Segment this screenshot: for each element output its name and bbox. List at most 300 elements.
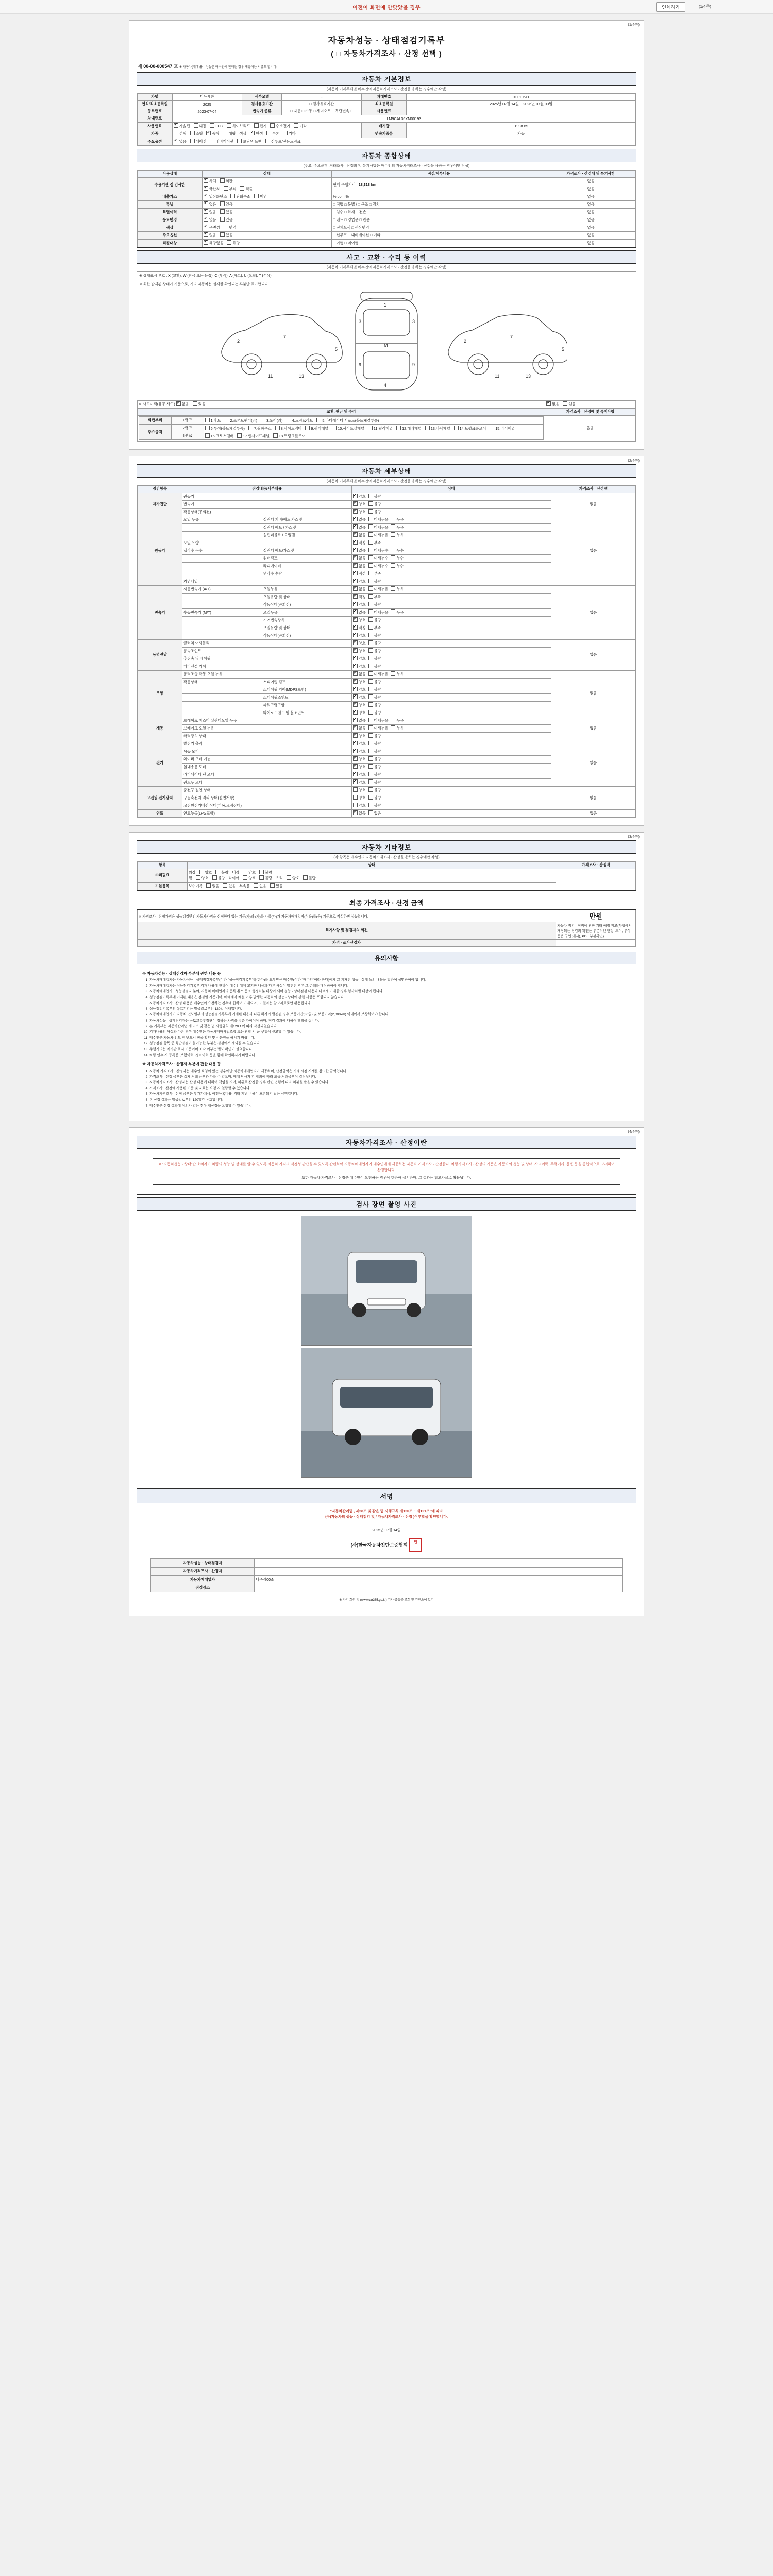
sign-row-value-1[interactable] [255,1567,623,1575]
etc-0-4-ng[interactable]: 불량 [303,875,316,881]
checkbox-icon[interactable] [353,694,358,699]
detail-opt-6-4-0[interactable] [353,772,366,777]
checkbox-icon[interactable] [353,702,358,707]
checkbox-icon[interactable] [353,532,358,537]
detail-opt-1-5-2[interactable] [391,555,404,561]
colorchange-yes[interactable]: 변경 [224,225,237,230]
detail-opt-4-1-1[interactable] [368,679,381,685]
checkbox-icon[interactable] [368,617,373,622]
detail-opt-2-4-0[interactable] [353,617,366,623]
detail-item-sub: 냉각수 수량 [262,570,351,578]
overall-opt-0b-2[interactable]: 적출 [240,186,253,192]
tuning-yes[interactable]: 있음 [220,201,233,207]
detail-opt-2-5-0[interactable] [353,625,366,631]
checkbox-icon[interactable] [353,749,358,753]
color-opt-1[interactable]: 투톤 [266,131,279,137]
checkbox-icon[interactable] [353,718,358,722]
overall-state-6 [202,224,331,231]
checkbox-icon[interactable] [368,810,373,815]
detail-opt-1-2-2[interactable] [391,532,404,538]
detail-opt-1-6-2[interactable] [391,563,404,569]
checkbox-icon[interactable] [353,787,358,792]
checkbox-icon[interactable] [391,524,395,529]
checkbox-icon[interactable] [368,501,373,506]
detail-opt-2-2-1[interactable] [368,602,381,607]
acc-item-1-5[interactable]: 11.필러패널 [368,426,393,431]
checkbox-icon[interactable] [368,718,373,722]
table-row [138,122,636,130]
vtype-opt-1[interactable]: 소형 [190,131,203,137]
checkbox-icon[interactable] [353,494,358,498]
emission-smoke[interactable]: 매연 [254,194,267,199]
detail-opt-2-2-0[interactable] [353,602,366,607]
accident-none[interactable]: ✔ 없음 [176,401,189,407]
checkbox-icon[interactable] [353,656,358,660]
section-overall-state [137,149,636,248]
detail-opt-7-2-1[interactable] [368,803,381,808]
detail-opt-4-4-1[interactable] [368,702,381,708]
acc-item-1-1[interactable]: 7.휠하우스 [248,426,272,431]
detail-opt-1-7-1[interactable] [368,571,381,577]
vtype-opt-2[interactable]: ✔ 중형 [206,131,219,137]
detail-opt-1-6-0[interactable] [353,563,366,569]
detail-opt-3-2-0[interactable] [353,656,366,662]
opt-1[interactable]: 에어컨 [190,139,207,144]
detail-opt-3-1-1[interactable] [368,648,381,654]
checkbox-icon[interactable] [368,664,373,668]
acc-item-2-1[interactable]: 17.인사이드패널 [237,433,270,439]
color-opt-0[interactable]: ✔ 원색 [250,131,263,137]
detail-opt-1-2-0[interactable] [353,532,366,538]
checkbox-icon[interactable] [391,586,395,591]
checkbox-icon[interactable] [353,687,358,691]
detail-opt-3-1-0[interactable] [353,648,366,654]
detail-opt-6-1-0[interactable] [353,749,366,754]
overall-opt-0b-0[interactable]: ✔국산차 [204,186,220,192]
opt-2[interactable]: 내비게이션 [210,139,233,144]
acc-item-2-0[interactable]: 16.크로스멤버 [205,433,234,439]
detail-opt-8-0-0[interactable] [353,810,366,816]
detail-opt-1-5-0[interactable] [353,555,366,561]
detail-opt-4-4-0[interactable] [353,702,366,708]
checkbox-icon[interactable] [353,594,358,599]
fuel-opt-6[interactable]: 기타 [294,123,307,129]
option-label: 주요옵션 [138,138,173,145]
fuel-opt-1[interactable]: 디젤 [194,123,207,129]
etc-0-3-ng[interactable]: 불량 [259,875,272,881]
detail-opt-4-1-0[interactable] [353,679,366,685]
checkbox-icon[interactable] [353,548,358,552]
checkbox-icon[interactable] [368,671,373,676]
detail-opt-label: 양호 [358,710,366,715]
detail-opt-5-0-0[interactable] [353,718,366,723]
detail-opt-6-3-0[interactable] [353,764,366,770]
detail-item-options [351,655,551,663]
detail-opt-2-6-1[interactable] [368,633,381,638]
detail-opt-1-7-0[interactable] [353,571,366,577]
emission-hc[interactable]: 탄화수소 [230,194,250,199]
fuel-opt-0[interactable]: ✔ 가솔린 [174,123,190,129]
recall-yes[interactable]: 해당 [227,240,240,246]
checkbox-icon[interactable] [368,749,373,753]
checkbox-icon[interactable] [368,764,373,769]
overall-title: 자동차 종합상태 [137,149,636,162]
checkbox-icon[interactable] [391,563,395,568]
detail-opt-5-2-0[interactable] [353,733,366,739]
detail-opt-6-0-0[interactable] [353,741,366,747]
detail-opt-5-0-1[interactable] [368,718,389,723]
checkbox-icon[interactable] [353,517,358,521]
detail-opt-1-1-1[interactable] [368,524,389,530]
history-yes[interactable]: 있음 [220,209,233,215]
detail-item-options [351,639,551,647]
detail-opt-1-0-1[interactable] [368,517,389,522]
acc-item-0-2[interactable]: 3.도어(좌) [261,418,283,423]
checkbox-icon[interactable] [391,548,395,552]
print-button[interactable]: 인쇄하기 [656,2,685,12]
detail-item-name [182,624,262,632]
etc-1-0-no[interactable]: 없음 [206,883,219,889]
transmission-label: 변속기종류 [362,130,407,138]
color-opt-2[interactable]: 기타 [283,131,296,137]
accident-yes[interactable]: 있음 [193,401,206,407]
detail-opt-1-4-0[interactable] [353,548,366,553]
checkbox-icon[interactable] [368,787,373,792]
acc-item-1-6[interactable]: 12.대쉬패널 [396,426,422,431]
checkbox-icon[interactable] [368,679,373,684]
detail-opt-0-2-0[interactable] [353,509,366,515]
checkbox-icon[interactable] [353,579,358,583]
detail-opt-4-2-0[interactable] [353,687,366,692]
detail-opt-2-3-2[interactable] [391,609,404,615]
checkbox-icon[interactable] [368,555,373,560]
detail-opt-1-8-0[interactable] [353,579,366,584]
checkbox-icon[interactable] [368,694,373,699]
vtype-opt-0[interactable]: 경형 [174,131,187,137]
tuning-none[interactable]: ✔ 없음 [204,201,216,207]
detail-opt-6-2-0[interactable] [353,756,366,762]
overall-cat-0: 수용기관 점 검사한 [138,177,203,193]
checkbox-icon[interactable] [368,633,373,637]
detail-opt-1-1-2[interactable] [391,524,404,530]
checkbox-icon[interactable] [391,609,395,614]
detail-opt-4-5-0[interactable] [353,710,366,716]
detail-opt-4-0-0[interactable] [353,671,366,677]
detail-opt-1-0-2[interactable] [391,517,404,522]
acc-item-1-4[interactable]: 10.사이드실패널 [332,426,364,431]
detail-category-1: 원동기 [138,516,182,585]
checkbox-icon[interactable] [353,741,358,745]
detail-opt-3-3-1[interactable] [368,664,381,669]
checkbox-icon[interactable] [353,586,358,591]
checkbox-icon[interactable] [368,532,373,537]
detail-opt-label: 미세누유 [374,718,389,723]
detail-opt-3-3-0[interactable] [353,664,366,669]
detail-opt-7-0-0[interactable] [353,787,366,793]
usechange-yes[interactable]: 있음 [220,217,233,223]
checkbox-icon[interactable] [368,571,373,575]
checkbox-icon[interactable] [353,810,358,815]
checkbox-icon[interactable] [353,795,358,800]
emission-co[interactable]: ✔ 일산화탄소 [204,194,227,199]
sign-row-value-2[interactable]: 나주장00소 [255,1575,623,1584]
etc-0-1-ok[interactable]: 양호 [243,870,256,875]
acc-item-0-1[interactable]: 2.프론트펜더(좌) [225,418,257,423]
acc-item-1-3[interactable]: 9.쿼터패널 [305,426,328,431]
detail-opt-2-3-0[interactable] [353,609,366,615]
checkbox-icon[interactable] [368,640,373,645]
detail-item-name: 디퍼렌셜 기어 [182,663,262,670]
detail-opt-6-1-1[interactable] [368,749,381,754]
etc-0-1-ng[interactable]: 불량 [259,870,272,875]
top-toolbar [0,0,773,14]
checkbox-icon[interactable] [353,764,358,769]
checkbox-icon[interactable] [368,594,373,599]
checkbox-icon[interactable] [368,741,373,745]
overall-opt-0-0[interactable]: ✔차체 [204,178,216,184]
detail-opt-6-0-1[interactable] [368,741,381,747]
fuel-opt-2[interactable]: LPG [210,123,223,128]
etc-cat-0: 수리필요 [138,869,188,882]
fuel-opt-5[interactable]: 수소전기 [270,123,290,129]
checkbox-icon[interactable] [353,563,358,568]
acc-item-2-2[interactable]: 18.트렁크플로어 [273,433,306,439]
checkbox-icon[interactable] [353,625,358,630]
etc-0-0-ok[interactable]: 양호 [199,870,212,875]
checkbox-icon[interactable] [353,640,358,645]
detail-opt-4-0-1[interactable] [368,671,389,677]
checkbox-icon[interactable] [368,733,373,738]
detail-opt-4-3-0[interactable] [353,694,366,700]
detail-opt-7-0-1[interactable] [368,787,381,793]
detail-opt-5-0-2[interactable] [391,718,404,723]
checkbox-icon[interactable] [368,579,373,583]
checkbox-icon[interactable] [353,664,358,668]
checkbox-icon[interactable] [353,633,358,637]
svg-text:13: 13 [526,373,531,379]
overall-opt-0b-1[interactable]: 부식 [224,186,237,192]
history-none[interactable]: ✔ 없음 [204,209,216,215]
etc-1-0-yes[interactable]: 있음 [223,883,236,889]
usechange-none[interactable]: ✔ 없음 [204,217,216,223]
acc-item-0-0[interactable]: 1.후드 [205,418,221,423]
detail-opt-2-0-1[interactable] [368,586,389,592]
checkbox-icon[interactable] [368,563,373,568]
checkbox-icon[interactable] [391,671,395,676]
detail-opt-1-3-1[interactable] [368,540,381,546]
checkbox-icon[interactable] [368,656,373,660]
checkbox-icon[interactable] [368,517,373,521]
etc-0-4-ok[interactable]: 양호 [287,875,299,881]
detail-opt-4-5-1[interactable] [368,710,381,716]
detail-opt-label: 불량 [374,803,381,808]
checkbox-icon[interactable] [353,555,358,560]
checkbox-icon[interactable] [391,532,395,537]
checkbox-icon[interactable] [353,772,358,776]
etc-0-2-ng[interactable]: 불량 [212,875,225,881]
checkbox-icon[interactable] [353,648,358,653]
acc-item-1-8[interactable]: 14.트렁크플로어 [454,426,486,431]
checkbox-icon[interactable] [368,494,373,498]
detail-opt-0-1-0[interactable] [353,501,366,507]
detail-opt-5-1-1[interactable] [368,725,389,731]
detail-note-2: 없음 [551,585,635,639]
detail-opt-6-5-0[interactable] [353,779,366,785]
checkbox-icon[interactable] [368,702,373,707]
acc-item-1-2[interactable]: 8.사이드멤버 [275,426,302,431]
detail-opt-2-0-2[interactable] [391,586,404,592]
checkbox-icon[interactable] [353,710,358,715]
detail-opt-4-0-2[interactable] [391,671,404,677]
checkbox-icon[interactable] [368,648,373,653]
etc-0-2-ok[interactable]: 양호 [196,875,209,881]
detail-opt-7-1-1[interactable] [368,795,381,801]
checkbox-icon[interactable] [368,795,373,800]
mainopt-none[interactable]: ✔ 없음 [204,232,216,238]
overall-note-0: 없음 [546,177,635,185]
checkbox-icon[interactable] [391,517,395,521]
acc-item-0-3[interactable]: 4.트렁크리드 [287,418,313,423]
opt-4[interactable]: 선루프/전동트렁크 [265,139,301,144]
checkbox-icon[interactable] [368,540,373,545]
mainopt-yes[interactable]: 있음 [220,232,233,238]
vtype-opt-3[interactable]: 대형 [223,131,236,137]
detail-opt-4-3-1[interactable] [368,694,381,700]
detail-opt-2-6-0[interactable] [353,633,366,638]
detail-opt-1-0-0[interactable] [353,517,366,522]
checkbox-icon[interactable] [368,609,373,614]
etc-1-1-no[interactable]: 없음 [254,883,266,889]
detail-opt-5-1-2[interactable] [391,725,404,731]
accident-note-yes[interactable]: 있음 [563,401,576,407]
checkbox-icon[interactable] [368,625,373,630]
checkbox-icon[interactable] [368,803,373,807]
basic-label2-2: 변속기 종류 [242,108,282,115]
acc-item-0-4[interactable]: 5.라디에이터 서포트(볼트체결부품) [316,418,379,423]
checkbox-icon[interactable] [353,501,358,506]
checkbox-icon[interactable] [353,524,358,529]
detail-opt-3-2-1[interactable] [368,656,381,662]
detail-opt-0-1-1[interactable] [368,501,381,507]
detail-opt-0-2-1[interactable] [368,509,381,515]
etc-0-0-ng[interactable]: 불량 [215,870,228,875]
overall-opt-0-1[interactable]: 외판 [220,178,233,184]
acc-item-1-9[interactable]: 15.리어패널 [490,426,515,431]
checkbox-icon[interactable] [368,725,373,730]
detail-opt-3-0-1[interactable] [368,640,381,646]
checkbox-icon[interactable] [353,571,358,575]
detail-opt-1-4-2[interactable] [391,548,404,553]
detail-opt-1-4-1[interactable] [368,548,389,553]
checkbox-icon[interactable] [368,524,373,529]
checkbox-icon[interactable] [353,509,358,514]
checkbox-icon[interactable] [368,779,373,784]
displacement-label: 배기량 [362,122,407,130]
sign-row-value-0[interactable] [255,1559,623,1567]
detail-opt-4-2-1[interactable] [368,687,381,692]
detail-opt-0-0-0[interactable] [353,494,366,499]
detail-opt-1-2-1[interactable] [368,532,389,538]
table-row [139,417,544,425]
checkbox-icon[interactable] [368,687,373,691]
acc-item-1-0[interactable]: 6.투성(볼트체결부품) [205,426,245,431]
checkbox-icon[interactable] [353,617,358,622]
checkbox-icon[interactable] [391,725,395,730]
detail-opt-8-0-1[interactable] [368,810,381,816]
detail-opt-2-4-1[interactable] [368,617,381,623]
sign-row-value-3[interactable] [255,1584,623,1592]
detail-opt-5-2-1[interactable] [368,733,381,739]
recall-na[interactable]: ✔ 해당없음 [204,240,224,246]
detail-opt-2-3-1[interactable] [368,609,389,615]
etc-part-name-4: 유리 [276,876,283,880]
etc-0-3-ok[interactable]: 양호 [243,875,256,881]
detail-opt-1-1-0[interactable] [353,524,366,530]
checkbox-icon[interactable] [353,671,358,676]
accident-note-none[interactable]: ✔ 없음 [546,401,559,407]
checkbox-icon[interactable] [353,779,358,784]
checkbox-icon[interactable] [368,548,373,552]
checkbox-icon[interactable] [368,509,373,514]
detail-opt-2-1-1[interactable] [368,594,381,600]
checkbox-icon[interactable] [353,679,358,684]
checkbox-icon[interactable] [353,803,358,807]
acc-item-1-7[interactable]: 13.바닥패널 [425,426,450,431]
detail-item-sub [262,539,351,547]
checkbox-icon[interactable] [353,609,358,614]
checkbox-icon[interactable] [353,540,358,545]
checkbox-icon[interactable] [368,710,373,715]
checkbox-icon[interactable] [368,756,373,761]
detail-opt-6-3-1[interactable] [368,764,381,770]
detail-opt-2-1-0[interactable] [353,594,366,600]
detail-opt-1-6-1[interactable] [368,563,389,569]
fuel-opt-3[interactable]: 하이브리드 [227,123,250,129]
detail-opt-1-8-1[interactable] [368,579,381,584]
colorchange-none[interactable]: ✔ 무변경 [204,225,220,230]
detail-category-2: 변속기 [138,585,182,639]
checkbox-icon[interactable] [368,602,373,606]
opt-0[interactable]: ✔ 없음 [174,139,187,144]
detail-opt-1-3-0[interactable] [353,540,366,546]
detail-opt-5-1-0[interactable] [353,725,366,731]
checkbox-icon[interactable] [353,733,358,738]
detail-opt-2-5-1[interactable] [368,625,381,631]
checkbox-icon[interactable] [368,772,373,776]
detail-opt-0-0-1[interactable] [368,494,381,499]
detail-opt-6-2-1[interactable] [368,756,381,762]
checkbox-icon[interactable] [353,725,358,730]
checkbox-icon[interactable] [353,602,358,606]
detail-opt-1-5-1[interactable] [368,555,389,561]
detail-opt-7-1-0[interactable] [353,795,366,801]
etc-1-1-yes[interactable]: 있음 [270,883,283,889]
fuel-opt-4[interactable]: 전기 [254,123,267,129]
detail-opt-label: 누유 [396,610,404,615]
detail-opt-2-0-0[interactable] [353,586,366,592]
accident-rank-2: 3랭크 [171,432,204,440]
checkbox-icon[interactable] [391,555,395,560]
detail-opt-6-5-1[interactable] [368,779,381,785]
detail-opt-7-2-0[interactable] [353,803,366,808]
checkbox-icon[interactable] [391,718,395,722]
detail-opt-3-0-0[interactable] [353,640,366,646]
opt-3[interactable]: 보링/시트백 [237,139,262,144]
checkbox-icon[interactable] [368,586,373,591]
checkbox-icon[interactable] [353,756,358,761]
detail-opt-6-4-1[interactable] [368,772,381,777]
detail-opt-label: 누유 [396,587,404,591]
